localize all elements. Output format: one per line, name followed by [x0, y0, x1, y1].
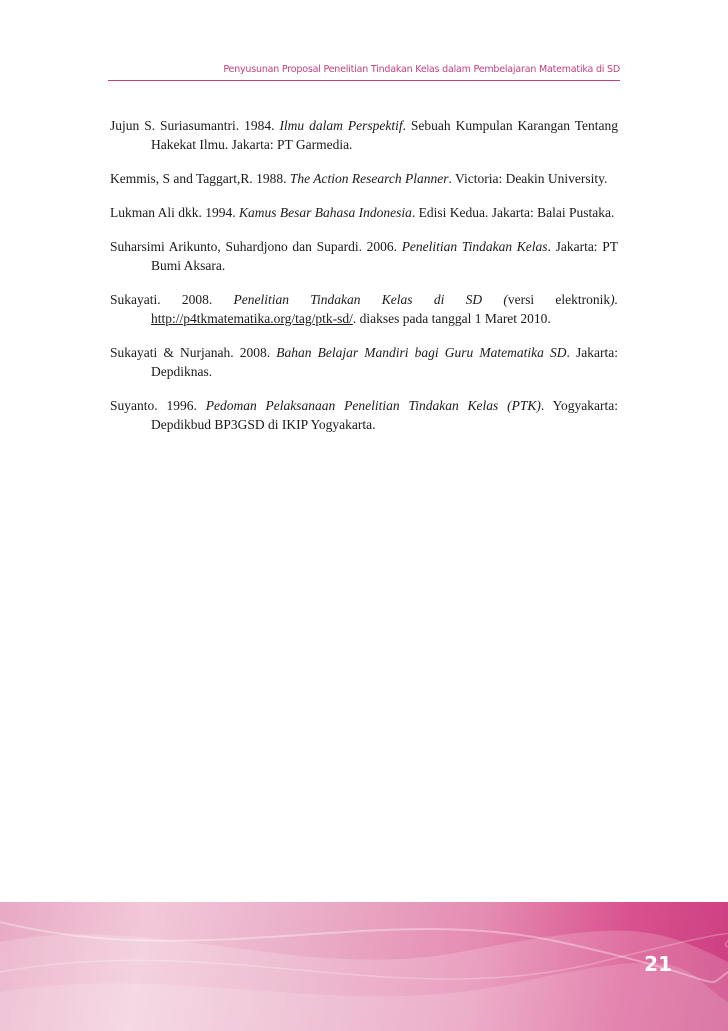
ref-author-year: Kemmis, S and Taggart,R. 1988. [110, 171, 290, 186]
ref-publisher: . Edisi Kedua. Jakarta: Balai Pustaka. [411, 205, 615, 220]
reference-item [110, 203, 618, 222]
page-number: 21 [644, 952, 672, 976]
running-header: Penyusunan Proposal Penelitian Tindakan Kelas dalam Pembelajaran Matematika di SD [108, 64, 620, 81]
ref-title: Penelitian Tindakan Kelas di SD ( [233, 292, 508, 307]
ref-title-end: ). [610, 292, 618, 307]
ref-author-year: Lukman Ali dkk. 1994. [110, 205, 239, 220]
ref-publisher: . Jakarta: PT Bumi Aksara. [151, 239, 618, 273]
ref-access-date: . diakses pada tanggal 1 Maret 2010. [352, 311, 551, 326]
reference-item [110, 237, 618, 275]
ref-title: Kamus Besar Bahasa Indonesia [239, 205, 412, 220]
footer-band [0, 902, 728, 1031]
footer-swoosh-decoration [0, 902, 728, 1031]
ref-url-link[interactable]: http://p4tkmatematika.org/tag/ptk-sd/ [151, 311, 353, 326]
ref-version: versi elektronik [507, 292, 611, 307]
ref-author-year: Jujun S. Suriasumantri. 1984. [110, 118, 280, 133]
ref-publisher: . Yogyakarta: Depdikbud BP3GSD di IKIP Yogyakarta. [151, 398, 618, 432]
ref-title: Pedoman Pelaksanaan Penelitian Tindakan Kelas (PTK) [205, 398, 541, 413]
ref-title: Bahan Belajar Mandiri bagi Guru Matematika SD [276, 345, 567, 360]
reference-list [110, 116, 618, 449]
reference-item [110, 169, 618, 188]
reference-item [110, 343, 618, 381]
reference-item [110, 116, 618, 154]
ref-author-year: Suharsimi Arikunto, Suhardjono dan Supardi. 2006. [110, 239, 402, 254]
ref-author-year: Suyanto. 1996. [110, 398, 206, 413]
ref-title: Penelitian Tindakan Kelas [401, 239, 548, 254]
ref-title: Ilmu dalam Perspektif [279, 118, 403, 133]
ref-publisher: . Jakarta: Depdiknas. [151, 345, 618, 379]
reference-item [110, 290, 618, 328]
ref-publisher: . Victoria: Deakin University. [448, 171, 608, 186]
ref-publisher: . Sebuah Kumpulan Karangan Tentang Hakekat Ilmu. Jakarta: PT Garmedia. [151, 118, 619, 152]
ref-author-year: Sukayati & Nurjanah. 2008. [110, 345, 277, 360]
ref-author-year: Sukayati. 2008. [110, 292, 234, 307]
reference-item [110, 396, 618, 434]
ref-title: The Action Research Planner [289, 171, 449, 186]
